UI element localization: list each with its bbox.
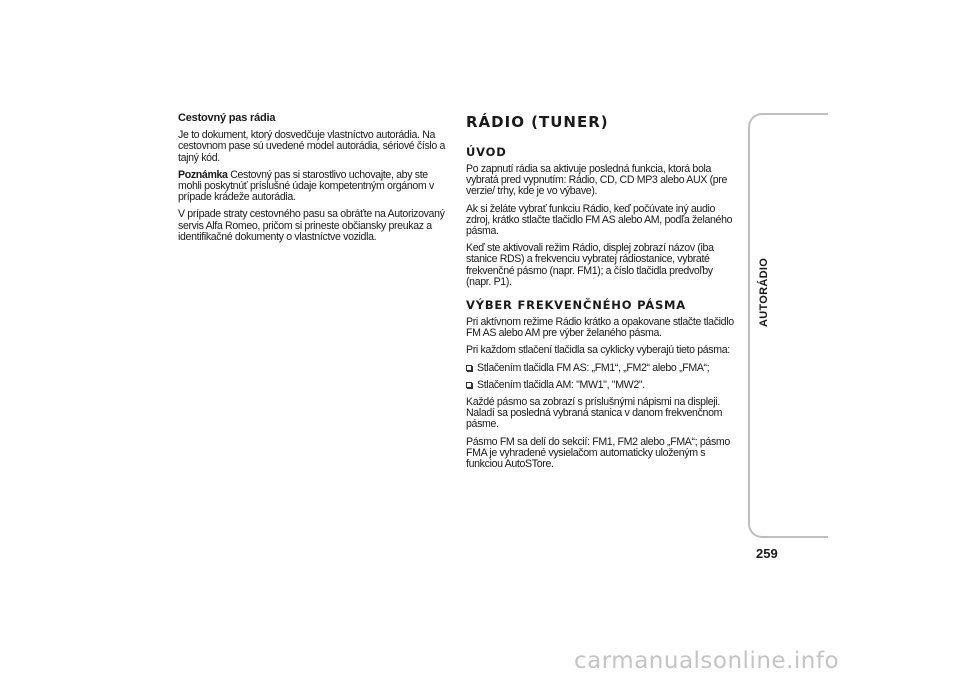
bullet-text: Stlačením tlačidla AM: "MW1", "MW2". [477, 378, 645, 391]
paragraph: Každé pásmo sa zobrazí s príslušnými nápismi na displeji. Naladí sa posledná vybraná stanica v danom frekvenčnom pásme. [466, 396, 723, 431]
note-text: Cestovný pas si starostlivo uchovajte, aby ste mohli poskytnúť príslušné údaje kompetentným orgánom v prípade krádeže autorádia. [178, 168, 434, 204]
page-title: RÁDIO (TUNER) [466, 113, 609, 131]
bullet-text: Stlačením tlačidla FM AS: „FM1“, „FM2“ alebo „FMA“; [477, 361, 710, 374]
section-heading-band-selection: VÝBER FREKVENČNÉHO PÁSMA [466, 298, 686, 313]
bullet-item [466, 380, 738, 391]
checkbox-bullet-icon [466, 382, 472, 388]
chapter-tab-label: AUTORÁDIO [758, 257, 770, 327]
paragraph: Keď ste aktivovali režim Rádio, displej zobrazí názov (iba stanice RDS) a frekvenciu vybratej rádiostanice, vybraté frekvenčné pásmo (napr. FM1); a číslo tlačidla predvoľby (napr. P1). [466, 242, 714, 288]
paragraph: Pri aktívnom režime Rádio krátko a opakovane stlačte tlačidlo FM AS alebo AM pre výber želaného pásma. [466, 316, 734, 340]
page-number: 259 [756, 546, 778, 561]
note-paragraph [178, 170, 446, 204]
left-column [178, 113, 446, 249]
paragraph: V prípade straty cestovného pasu sa obráťte na Autorizovaný servis Alfa Romeo, pričom si prineste občiansky preukaz a identifikačné dokumenty o vlastníctve vozidla. [178, 208, 445, 243]
section-heading-radio-passport: Cestovný pas rádia [178, 112, 276, 124]
section-heading-intro: ÚVOD [466, 145, 507, 159]
bullet-item [466, 363, 738, 374]
paragraph: Ak si želáte vybrať funkciu Rádio, keď počúvate iný audio zdroj, krátko stlačte tlačidlo FM AS alebo AM, podľa želaného pásma. [466, 202, 733, 238]
paragraph: Po zapnutí rádia sa aktivuje posledná funkcia, ktorá bola vybratá pred vypnutím: Rádio, CD, CD MP3 alebo AUX (pre verzie/ trhy, kde je vo výbave). [466, 163, 728, 198]
paragraph: Pásmo FM sa delí do sekcií: FM1, FM2 alebo „FMA“; pásmo FMA je vyhradené vysielačom automaticky uloženým s funkciou AutoSTore. [466, 435, 730, 471]
watermark: carmanualsonline.info [574, 648, 840, 674]
paragraph: Je to dokument, ktorý dosvedčuje vlastníctvo autorádia. Na cestovnom pase sú uvedené model autorádia, sériové číslo a tajný kód. [178, 129, 446, 164]
note-label: Poznámka [178, 168, 228, 181]
paragraph: Pri každom stlačení tlačidla sa cyklicky vyberajú tieto pásma: [466, 344, 730, 357]
checkbox-bullet-icon [466, 365, 472, 371]
right-column [466, 113, 738, 476]
